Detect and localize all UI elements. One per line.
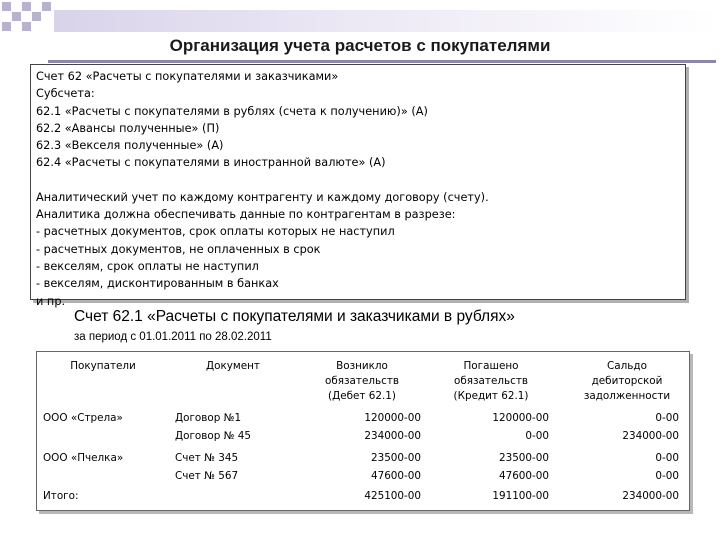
ledger-title: Счет 62.1 «Расчеты с покупателями и заказчиками в рублях» [74,308,515,325]
header-buyers: Покупатели [70,360,136,372]
account-info-box [30,64,686,308]
table-row-credit: 23500-00 [498,452,549,464]
table-row-balance: 0-00 [655,412,679,424]
box-line: - расчетных документов, срок оплаты которых не наступил [36,225,395,239]
box-line: 62.1 «Расчеты с покупателями в рублях (счета к получению)» (А) [36,104,428,118]
paragraph-gap [36,172,680,189]
table-row-buyer: ООО «Пчелка» [43,452,124,464]
header-gradient-bar [54,10,720,32]
box-line: Субсчета: [36,87,95,101]
header-balance: Сальдо дебиторской задолженности [583,360,671,402]
table-row-balance: 0-00 [655,470,679,482]
table-row-buyer: ООО «Стрела» [43,412,123,424]
ledger-period: за период с 01.01.2011 по 28.02.2011 [74,331,272,343]
table-row-doc: Договор №1 [175,412,242,424]
table-row-balance: 0-00 [655,452,679,464]
box-line: 62.2 «Авансы полученные» (П) [36,121,220,135]
slide-title: Организация учета расчетов с покупателями [169,36,551,55]
box-line: 62.4 «Расчеты с покупателями в иностранной валюте» (А) [36,156,386,170]
table-row-doc: Договор № 45 [175,430,252,442]
total-balance: 234000-00 [622,490,679,502]
header-debit: Возникло обязательств (Дебет 62.1) [324,360,399,402]
header-document: Документ [206,360,260,372]
table-row-debit: 23500-00 [370,452,421,464]
box-line: - векселям, срок оплаты не наступил [36,259,259,273]
box-line: 62.3 «Векселя полученные» (А) [36,139,224,153]
box-line: Аналитика должна обеспечивать данные по контрагентам в разрезе: [36,208,456,222]
table-row-doc: Счет № 567 [175,470,239,482]
ledger-table [36,351,690,511]
table-row-doc: Счет № 345 [175,452,239,464]
total-debit: 425100-00 [364,490,421,502]
table-row-debit: 234000-00 [364,430,421,442]
box-line: и пр. [36,294,66,308]
table-row-debit: 120000-00 [364,412,421,424]
table-row-credit: 47600-00 [498,470,549,482]
box-line: - расчетных документов, не оплаченных в срок [36,242,321,256]
table-row-debit: 47600-00 [370,470,421,482]
header-credit: Погашено обязательств (Кредит 62.1) [453,360,529,402]
box-line: Аналитический учет по каждому контрагенту и каждому договору (счету). [36,190,489,204]
total-label: Итого: [43,490,79,502]
table-row-credit: 120000-00 [492,412,549,424]
box-line: - векселям, дисконтированным в банках [36,277,279,291]
box-line: Счет 62 «Расчеты с покупателями и заказчиками» [36,70,339,83]
title-underline [48,60,716,63]
decorative-squares [0,0,60,40]
table-row-balance: 234000-00 [622,430,679,442]
table-row-credit: 0-00 [525,430,549,442]
total-credit: 191100-00 [492,490,549,502]
